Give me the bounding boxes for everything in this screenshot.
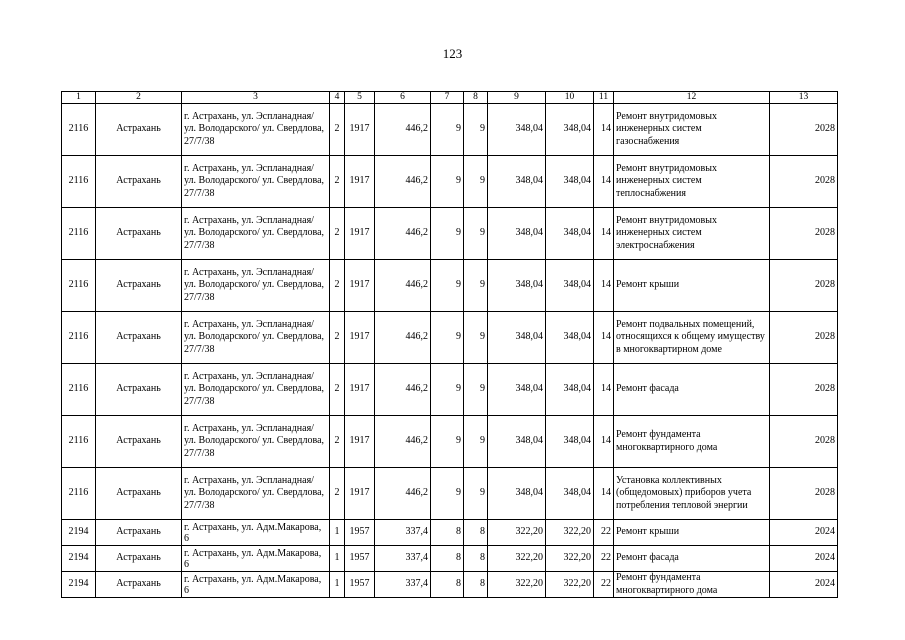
cell-id: 2116 xyxy=(62,364,96,416)
cell-work: Ремонт фундамента многоквартирного дома xyxy=(614,416,770,468)
cell-address: г. Астрахань, ул. Эспланадная/ ул. Володарского/ ул. Свердлова, 27/7/38 xyxy=(182,104,330,156)
cell-year: 1917 xyxy=(345,312,375,364)
cell-year: 1917 xyxy=(345,208,375,260)
cell-c7: 9 xyxy=(431,104,464,156)
cell-area: 446,2 xyxy=(375,208,431,260)
cell-work: Ремонт крыши xyxy=(614,260,770,312)
cell-deadline: 2024 xyxy=(770,572,838,598)
cell-c7: 8 xyxy=(431,546,464,572)
cell-c7: 9 xyxy=(431,208,464,260)
cell-work: Ремонт внутридомовых инженерных систем электроснабжения xyxy=(614,208,770,260)
cell-city: Астрахань xyxy=(96,104,182,156)
cell-floors: 2 xyxy=(330,468,345,520)
cell-c8: 8 xyxy=(464,572,488,598)
column-header: 7 xyxy=(431,92,464,104)
cell-c9: 348,04 xyxy=(488,416,546,468)
cell-address: г. Астрахань, ул. Адм.Макарова, 6 xyxy=(182,546,330,572)
cell-year: 1917 xyxy=(345,156,375,208)
table-row xyxy=(62,572,838,598)
cell-id: 2116 xyxy=(62,104,96,156)
table-body xyxy=(62,104,838,598)
table-row xyxy=(62,104,838,156)
cell-work: Установка коллективных (общедомовых) приборов учета потребления тепловой энергии xyxy=(614,468,770,520)
cell-c7: 9 xyxy=(431,156,464,208)
cell-floors: 2 xyxy=(330,364,345,416)
cell-id: 2194 xyxy=(62,572,96,598)
column-header: 11 xyxy=(594,92,614,104)
cell-city: Астрахань xyxy=(96,208,182,260)
cell-c8: 9 xyxy=(464,156,488,208)
cell-c7: 8 xyxy=(431,520,464,546)
cell-area: 337,4 xyxy=(375,572,431,598)
cell-city: Астрахань xyxy=(96,416,182,468)
table-row xyxy=(62,208,838,260)
table-row xyxy=(62,312,838,364)
cell-work: Ремонт фундамента многоквартирного дома xyxy=(614,572,770,598)
cell-work: Ремонт фасада xyxy=(614,546,770,572)
cell-c11: 14 xyxy=(594,208,614,260)
cell-city: Астрахань xyxy=(96,572,182,598)
cell-year: 1917 xyxy=(345,416,375,468)
cell-work: Ремонт крыши xyxy=(614,520,770,546)
cell-c10: 348,04 xyxy=(546,468,594,520)
column-header: 1 xyxy=(62,92,96,104)
cell-address: г. Астрахань, ул. Эспланадная/ ул. Володарского/ ул. Свердлова, 27/7/38 xyxy=(182,468,330,520)
cell-year: 1917 xyxy=(345,260,375,312)
cell-c8: 9 xyxy=(464,208,488,260)
cell-floors: 2 xyxy=(330,416,345,468)
cell-id: 2194 xyxy=(62,520,96,546)
cell-city: Астрахань xyxy=(96,520,182,546)
cell-id: 2116 xyxy=(62,260,96,312)
cell-id: 2116 xyxy=(62,416,96,468)
cell-c10: 348,04 xyxy=(546,312,594,364)
table-row xyxy=(62,260,838,312)
table-row xyxy=(62,468,838,520)
cell-c8: 9 xyxy=(464,468,488,520)
column-header: 9 xyxy=(488,92,546,104)
cell-c9: 322,20 xyxy=(488,572,546,598)
column-header: 12 xyxy=(614,92,770,104)
cell-c10: 348,04 xyxy=(546,156,594,208)
cell-c7: 9 xyxy=(431,312,464,364)
cell-c11: 22 xyxy=(594,572,614,598)
cell-c7: 9 xyxy=(431,260,464,312)
column-header: 2 xyxy=(96,92,182,104)
cell-c7: 9 xyxy=(431,364,464,416)
cell-year: 1957 xyxy=(345,520,375,546)
page-number: 123 xyxy=(442,46,463,61)
cell-floors: 1 xyxy=(330,520,345,546)
cell-c8: 8 xyxy=(464,520,488,546)
cell-c9: 348,04 xyxy=(488,312,546,364)
cell-floors: 2 xyxy=(330,156,345,208)
cell-c10: 348,04 xyxy=(546,260,594,312)
header-row xyxy=(62,92,838,104)
cell-c10: 322,20 xyxy=(546,572,594,598)
cell-c7: 9 xyxy=(431,468,464,520)
cell-address: г. Астрахань, ул. Эспланадная/ ул. Володарского/ ул. Свердлова, 27/7/38 xyxy=(182,260,330,312)
cell-deadline: 2028 xyxy=(770,260,838,312)
cell-id: 2116 xyxy=(62,312,96,364)
column-header: 3 xyxy=(182,92,330,104)
cell-c11: 22 xyxy=(594,520,614,546)
cell-area: 446,2 xyxy=(375,312,431,364)
cell-c8: 9 xyxy=(464,416,488,468)
cell-address: г. Астрахань, ул. Эспланадная/ ул. Володарского/ ул. Свердлова, 27/7/38 xyxy=(182,208,330,260)
table-row xyxy=(62,416,838,468)
cell-area: 446,2 xyxy=(375,364,431,416)
cell-deadline: 2028 xyxy=(770,208,838,260)
cell-c11: 14 xyxy=(594,468,614,520)
cell-floors: 1 xyxy=(330,572,345,598)
cell-area: 337,4 xyxy=(375,520,431,546)
cell-year: 1917 xyxy=(345,468,375,520)
cell-address: г. Астрахань, ул. Эспланадная/ ул. Володарского/ ул. Свердлова, 27/7/38 xyxy=(182,364,330,416)
cell-c8: 9 xyxy=(464,364,488,416)
cell-year: 1917 xyxy=(345,104,375,156)
cell-c10: 348,04 xyxy=(546,416,594,468)
column-header: 4 xyxy=(330,92,345,104)
column-header: 5 xyxy=(345,92,375,104)
cell-c11: 14 xyxy=(594,312,614,364)
cell-c9: 348,04 xyxy=(488,156,546,208)
cell-address: г. Астрахань, ул. Адм.Макарова, 6 xyxy=(182,572,330,598)
cell-c9: 348,04 xyxy=(488,468,546,520)
cell-area: 446,2 xyxy=(375,468,431,520)
table-row xyxy=(62,364,838,416)
column-header: 8 xyxy=(464,92,488,104)
cell-work: Ремонт подвальных помещений, относящихся к общему имуществу в многоквартирном доме xyxy=(614,312,770,364)
cell-area: 446,2 xyxy=(375,104,431,156)
cell-c9: 348,04 xyxy=(488,104,546,156)
cell-deadline: 2024 xyxy=(770,520,838,546)
cell-c9: 322,20 xyxy=(488,520,546,546)
cell-deadline: 2028 xyxy=(770,104,838,156)
cell-c8: 9 xyxy=(464,260,488,312)
cell-c11: 22 xyxy=(594,546,614,572)
cell-c8: 8 xyxy=(464,546,488,572)
cell-id: 2194 xyxy=(62,546,96,572)
cell-c9: 348,04 xyxy=(488,364,546,416)
cell-c7: 9 xyxy=(431,416,464,468)
cell-deadline: 2028 xyxy=(770,156,838,208)
cell-c9: 348,04 xyxy=(488,208,546,260)
cell-c11: 14 xyxy=(594,364,614,416)
cell-city: Астрахань xyxy=(96,312,182,364)
cell-year: 1917 xyxy=(345,364,375,416)
cell-area: 446,2 xyxy=(375,156,431,208)
cell-c10: 322,20 xyxy=(546,520,594,546)
cell-floors: 1 xyxy=(330,546,345,572)
repair-schedule-table xyxy=(61,91,838,598)
cell-c9: 348,04 xyxy=(488,260,546,312)
column-header: 6 xyxy=(375,92,431,104)
cell-id: 2116 xyxy=(62,468,96,520)
cell-deadline: 2024 xyxy=(770,546,838,572)
cell-c11: 14 xyxy=(594,156,614,208)
cell-floors: 2 xyxy=(330,104,345,156)
cell-work: Ремонт внутридомовых инженерных систем теплоснабжения xyxy=(614,156,770,208)
cell-work: Ремонт фасада xyxy=(614,364,770,416)
cell-c9: 322,20 xyxy=(488,546,546,572)
cell-floors: 2 xyxy=(330,260,345,312)
cell-c8: 9 xyxy=(464,104,488,156)
cell-year: 1957 xyxy=(345,572,375,598)
cell-deadline: 2028 xyxy=(770,312,838,364)
cell-year: 1957 xyxy=(345,546,375,572)
cell-c11: 14 xyxy=(594,416,614,468)
cell-address: г. Астрахань, ул. Эспланадная/ ул. Володарского/ ул. Свердлова, 27/7/38 xyxy=(182,156,330,208)
cell-c10: 322,20 xyxy=(546,546,594,572)
cell-c7: 8 xyxy=(431,572,464,598)
cell-city: Астрахань xyxy=(96,156,182,208)
cell-c10: 348,04 xyxy=(546,364,594,416)
cell-id: 2116 xyxy=(62,156,96,208)
cell-c8: 9 xyxy=(464,312,488,364)
table-row xyxy=(62,520,838,546)
column-header: 10 xyxy=(546,92,594,104)
cell-area: 337,4 xyxy=(375,546,431,572)
cell-city: Астрахань xyxy=(96,260,182,312)
cell-c10: 348,04 xyxy=(546,104,594,156)
cell-floors: 2 xyxy=(330,208,345,260)
cell-deadline: 2028 xyxy=(770,364,838,416)
cell-work: Ремонт внутридомовых инженерных систем газоснабжения xyxy=(614,104,770,156)
cell-c10: 348,04 xyxy=(546,208,594,260)
column-header: 13 xyxy=(770,92,838,104)
cell-deadline: 2028 xyxy=(770,468,838,520)
cell-address: г. Астрахань, ул. Эспланадная/ ул. Володарского/ ул. Свердлова, 27/7/38 xyxy=(182,416,330,468)
cell-id: 2116 xyxy=(62,208,96,260)
cell-address: г. Астрахань, ул. Эспланадная/ ул. Володарского/ ул. Свердлова, 27/7/38 xyxy=(182,312,330,364)
cell-city: Астрахань xyxy=(96,364,182,416)
cell-deadline: 2028 xyxy=(770,416,838,468)
table-row xyxy=(62,546,838,572)
cell-area: 446,2 xyxy=(375,260,431,312)
cell-city: Астрахань xyxy=(96,546,182,572)
cell-floors: 2 xyxy=(330,312,345,364)
cell-area: 446,2 xyxy=(375,416,431,468)
cell-city: Астрахань xyxy=(96,468,182,520)
table-row xyxy=(62,156,838,208)
cell-c11: 14 xyxy=(594,104,614,156)
cell-address: г. Астрахань, ул. Адм.Макарова, 6 xyxy=(182,520,330,546)
cell-c11: 14 xyxy=(594,260,614,312)
